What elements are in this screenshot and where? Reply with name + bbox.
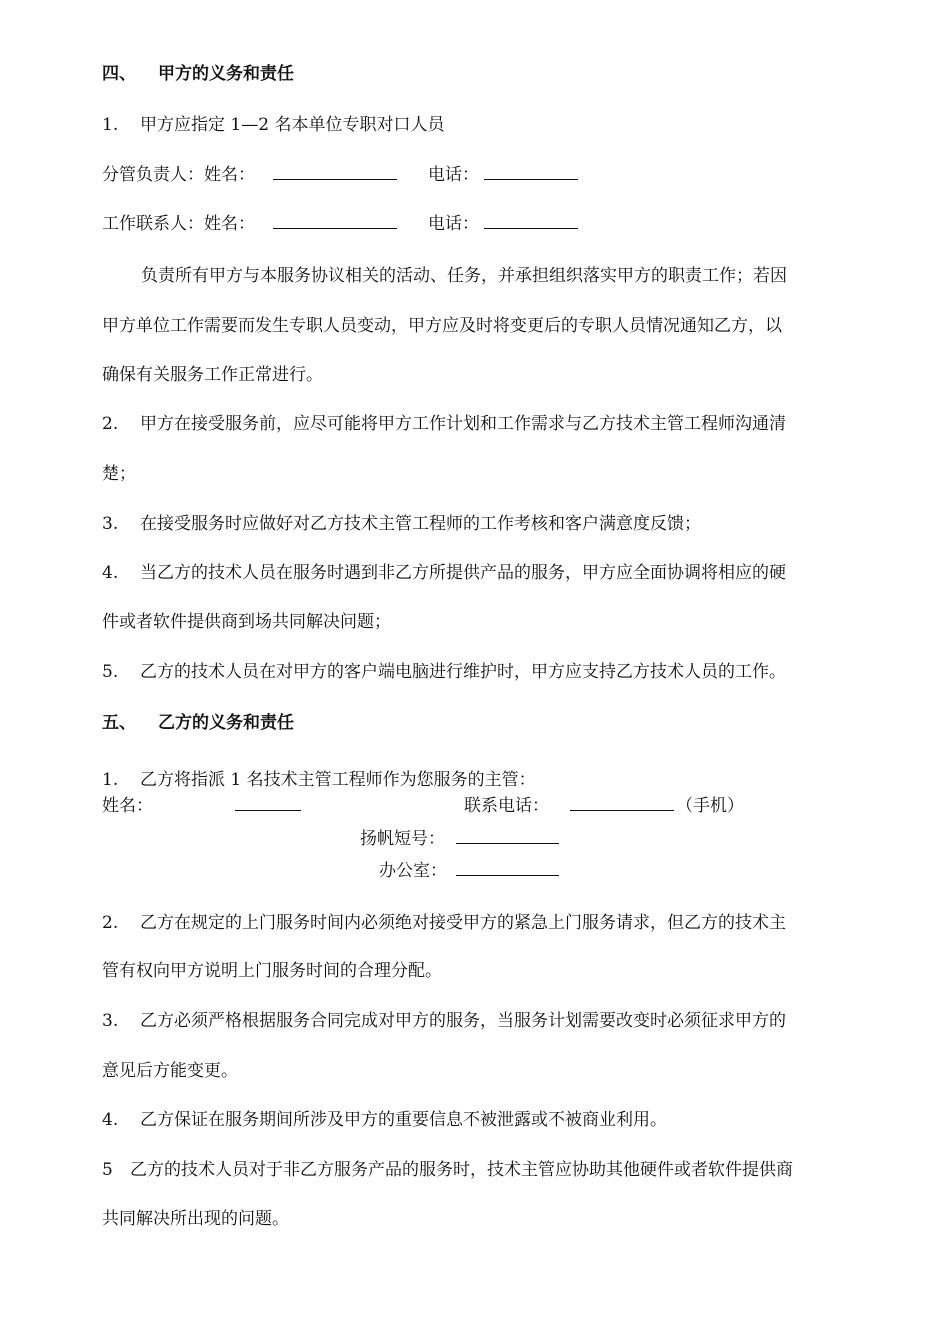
office-label: 办公室： [379, 861, 447, 881]
contact-name-field[interactable] [273, 213, 397, 229]
short-number-label: 扬帆短号： [360, 829, 445, 849]
section5-item1 [102, 769, 536, 791]
section5-item5-cont: 共同解决所出现的问题。 [102, 1209, 289, 1229]
item-number: 2. [102, 414, 119, 434]
item-number: 5. [102, 662, 119, 682]
item-text: 乙方的技术人员对于非乙方服务产品的服务时，技术主管应协助其他硬件或者软件提供商 [130, 1160, 793, 1180]
responsibility-paragraph-line3: 确保有关服务工作正常进行。 [102, 365, 323, 385]
item-text: 乙方在规定的上门服务时间内必须绝对接受甲方的紧急上门服务请求，但乙方的技术主 [140, 913, 786, 933]
item-number: 1. [102, 770, 119, 790]
section4-item4 [102, 562, 786, 584]
engineer-phone-label: 联系电话： [464, 796, 549, 816]
section4-item2 [102, 413, 786, 435]
section4-item5 [102, 661, 786, 683]
section4-heading [102, 63, 294, 85]
manager-row [102, 164, 255, 186]
item-number: 4. [102, 1110, 119, 1130]
section5-item5 [102, 1159, 793, 1181]
item-text: 乙方的技术人员在对甲方的客户端电脑进行维护时，甲方应支持乙方技术人员的工作。 [140, 662, 786, 682]
section5-item4 [102, 1109, 667, 1131]
manager-phone-field[interactable] [484, 164, 578, 180]
section4-heading-text: 甲方的义务和责任 [158, 64, 294, 84]
item-number: 4. [102, 563, 119, 583]
section4-heading-number: 四、 [102, 64, 136, 84]
item-text: 乙方保证在服务期间所涉及甲方的重要信息不被泄露或不被商业利用。 [140, 1110, 667, 1130]
manager-name-label: 分管负责人：姓名： [102, 165, 255, 185]
contact-name-label: 工作联系人：姓名： [102, 214, 255, 234]
engineer-name-field[interactable] [235, 795, 301, 811]
manager-phone-label: 电话： [428, 165, 479, 185]
item-text: 甲方在接受服务前，应尽可能将甲方工作计划和工作需求与乙方技术主管工程师沟通清 [140, 414, 786, 434]
item-number: 2. [102, 913, 119, 933]
engineer-name-label: 姓名： [102, 796, 153, 816]
manager-name-field[interactable] [273, 164, 397, 180]
item-text: 乙方将指派 1 名技术主管工程师作为您服务的主管： [140, 770, 536, 790]
item-text: 在接受服务时应做好对乙方技术主管工程师的工作考核和客户满意度反馈； [140, 514, 701, 534]
section5-item2-cont: 管有权向甲方说明上门服务时间的合理分配。 [102, 961, 442, 981]
section5-item2 [102, 912, 786, 934]
item-number: 5 [102, 1160, 113, 1180]
section5-heading-number: 五、 [102, 713, 136, 733]
responsibility-paragraph-line1: 负责所有甲方与本服务协议相关的活动、任务，并承担组织落实甲方的职责工作；若因 [141, 266, 787, 286]
contact-phone-label: 电话： [428, 214, 479, 234]
section4-item1 [102, 114, 444, 136]
section5-item3 [102, 1010, 786, 1032]
section4-item4-cont: 件或者软件提供商到场共同解决问题； [102, 612, 391, 632]
item-number: 1. [102, 115, 119, 135]
engineer-phone-suffix: （手机） [676, 796, 744, 816]
section5-heading-text: 乙方的义务和责任 [158, 713, 294, 733]
item-text: 甲方应指定 1—2 名本单位专职对口人员 [140, 115, 445, 135]
office-field[interactable] [456, 860, 559, 876]
section5-heading [102, 712, 294, 734]
section4-item3 [102, 513, 701, 535]
item-text: 当乙方的技术人员在服务时遇到非乙方所提供产品的服务，甲方应全面协调将相应的硬 [140, 563, 786, 583]
contact-phone-field[interactable] [484, 213, 578, 229]
engineer-phone-field[interactable] [570, 795, 674, 811]
section4-item2-cont: 楚； [102, 464, 136, 484]
item-number: 3. [102, 514, 119, 534]
section5-item3-cont: 意见后方能变更。 [102, 1061, 238, 1081]
item-text: 乙方必须严格根据服务合同完成对甲方的服务，当服务计划需要改变时必须征求甲方的 [140, 1011, 786, 1031]
item-number: 3. [102, 1011, 119, 1031]
contact-row [102, 213, 255, 235]
short-number-field[interactable] [456, 828, 559, 844]
responsibility-paragraph-line2: 甲方单位工作需要而发生专职人员变动，甲方应及时将变更后的专职人员情况通知乙方，以 [102, 316, 782, 336]
